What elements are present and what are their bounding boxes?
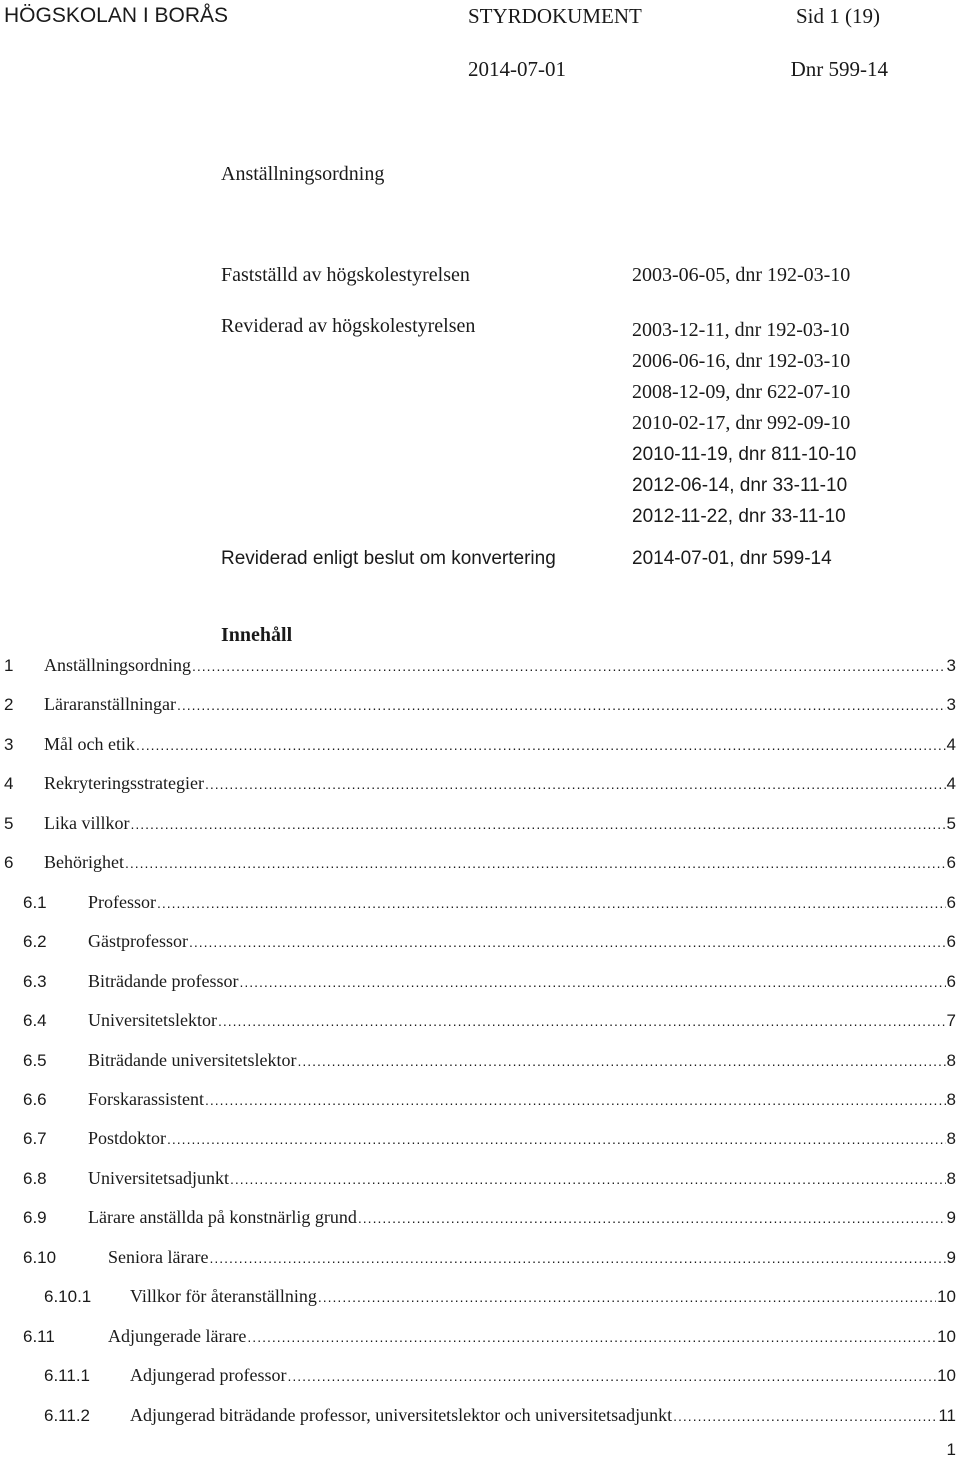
toc-entry-label: Biträdande universitetslektor: [88, 1050, 297, 1070]
toc-entry-number: 6.11: [23, 1327, 55, 1346]
revision-entry: 2012-11-22, dnr 33-11-10: [632, 506, 846, 527]
document-title: Anställningsordning: [221, 163, 385, 185]
toc-entry-label: Biträdande professor: [88, 971, 239, 991]
toc-entry-number: 6.3: [23, 972, 47, 991]
revision-entry: 2008-12-09, dnr 622-07-10: [632, 381, 851, 403]
toc-entry-number: 5: [4, 814, 14, 833]
page-indicator: Sid 1 (19): [796, 4, 880, 28]
revision-entry: 2010-11-19, dnr 811-10-10: [632, 444, 857, 465]
toc-entry-page: 6: [946, 932, 956, 951]
toc-entry[interactable]: [23, 969, 956, 993]
toc-entry-number: 6.11.1: [44, 1366, 91, 1385]
toc-entry[interactable]: [23, 1008, 956, 1032]
toc-entry[interactable]: [4, 732, 956, 756]
toc-entry-page: 8: [946, 1051, 956, 1070]
revision-entry: 2006-06-16, dnr 192-03-10: [632, 350, 851, 372]
toc-leader-dots: [218, 1009, 946, 1033]
toc-entry[interactable]: [23, 929, 956, 953]
toc-entry-label: Adjungerade lärare: [108, 1326, 247, 1346]
revision-entry: 2003-12-11, dnr 192-03-10: [632, 319, 850, 341]
toc-entry-page: 4: [946, 735, 956, 754]
toc-entry-label: Universitetsadjunkt: [88, 1168, 229, 1188]
toc-entry-number: 6.10: [23, 1248, 57, 1267]
toc-entry-label: Forskarassistent: [88, 1089, 204, 1109]
toc-entry-label: Rekryteringsstrategier: [44, 773, 204, 793]
revision-entry: 2012-06-14, dnr 33-11-10: [632, 475, 848, 496]
toc-entry-page: 6: [946, 893, 956, 912]
toc-entry-page: 9: [946, 1248, 956, 1267]
toc-entry-number: 2: [4, 695, 14, 714]
toc-entry-page: 7: [946, 1011, 956, 1030]
toc-entry-page: 5: [946, 814, 956, 833]
toc-entry-page: 6: [946, 853, 956, 872]
toc-entry-label: Lika villkor: [44, 813, 130, 833]
toc-entry[interactable]: [44, 1284, 956, 1308]
conversion-value: 2014-07-01, dnr 599-14: [632, 548, 832, 569]
toc-entry-label: Behörighet: [44, 852, 124, 872]
toc-entry-label: Läraranställningar: [44, 694, 176, 714]
toc-entry[interactable]: [23, 1166, 956, 1190]
toc-entry-label: Universitetslektor: [88, 1010, 217, 1030]
toc-entry-page: 10: [937, 1287, 956, 1306]
toc-entry[interactable]: [4, 771, 956, 795]
toc-entry[interactable]: [23, 1205, 956, 1229]
toc-entry[interactable]: [4, 811, 956, 835]
toc-entry-label: Seniora lärare: [108, 1247, 209, 1267]
toc-entry[interactable]: [23, 1126, 956, 1150]
toc-entry[interactable]: [44, 1363, 956, 1387]
toc-leader-dots: [205, 772, 946, 796]
toc-leader-dots: [130, 812, 945, 836]
toc-entry-label: Villkor för återanställning: [130, 1286, 317, 1306]
toc-entry-label: Anställningsordning: [44, 655, 191, 675]
toc-entry-number: 6.11.2: [44, 1406, 91, 1425]
toc-entry[interactable]: [4, 653, 956, 677]
toc-entry-number: 6.5: [23, 1051, 47, 1070]
toc-leader-dots: [192, 654, 946, 678]
toc-entry-page: 8: [946, 1169, 956, 1188]
toc-leader-dots: [209, 1246, 945, 1270]
toc-entry-number: 4: [4, 774, 14, 793]
toc-leader-dots: [125, 851, 946, 875]
toc-leader-dots: [167, 1127, 946, 1151]
toc-entry-number: 6.8: [23, 1169, 47, 1188]
toc-entry[interactable]: [23, 1048, 956, 1072]
conversion-label: Reviderad enligt beslut om konvertering: [221, 548, 556, 569]
toc-entry-number: 6.4: [23, 1011, 47, 1030]
toc-entry-number: 6.9: [23, 1208, 47, 1227]
toc-entry-page: 10: [937, 1327, 956, 1346]
toc-entry-number: 6.2: [23, 932, 47, 951]
toc-entry-number: 6.10.1: [44, 1287, 92, 1306]
toc-entry-label: Lärare anställda på konstnärlig grund: [88, 1207, 357, 1227]
toc-entry[interactable]: [4, 692, 956, 716]
institution-name: HÖGSKOLAN I BORÅS: [4, 4, 229, 27]
toc-entry-page: 3: [946, 695, 956, 714]
toc-entry-label: Professor: [88, 892, 156, 912]
toc-leader-dots: [189, 930, 946, 954]
toc-entry-page: 10: [937, 1366, 956, 1385]
toc-entry-page: 3: [946, 656, 956, 675]
toc-entry-number: 6.7: [23, 1129, 47, 1148]
toc-entry-label: Gästprofessor: [88, 931, 188, 951]
toc-entry[interactable]: [23, 1087, 956, 1111]
toc-entry-number: 1: [4, 656, 14, 675]
toc-heading: Innehåll: [221, 624, 293, 646]
established-value: 2003-06-05, dnr 192-03-10: [632, 264, 851, 286]
toc-entry-label: Adjungerad professor: [130, 1365, 287, 1385]
toc-entry-page: 8: [946, 1090, 956, 1109]
toc-entry-number: 6: [4, 853, 14, 872]
document-dnr: Dnr 599-14: [790, 57, 888, 81]
toc-leader-dots: [318, 1285, 936, 1309]
toc-entry-number: 6.1: [23, 893, 47, 912]
toc-leader-dots: [287, 1364, 936, 1388]
toc-entry-page: 8: [946, 1129, 956, 1148]
toc-leader-dots: [358, 1206, 946, 1230]
toc-entry-label: Adjungerad biträdande professor, universitetslektor och universitetsadjunkt: [130, 1405, 673, 1425]
toc-entry[interactable]: [23, 890, 956, 914]
toc-leader-dots: [297, 1049, 945, 1073]
toc-entry-page: 4: [946, 774, 956, 793]
toc-entry-number: 6.6: [23, 1090, 47, 1109]
toc-entry[interactable]: [23, 1245, 956, 1269]
toc-leader-dots: [673, 1404, 937, 1428]
toc-entry-number: 3: [4, 735, 14, 754]
toc-leader-dots: [177, 693, 946, 717]
revised-label: Reviderad av högskolestyrelsen: [221, 315, 476, 337]
toc-entry-page: 11: [938, 1406, 956, 1425]
toc-entry[interactable]: [23, 1324, 956, 1348]
revision-entry: 2010-02-17, dnr 992-09-10: [632, 412, 851, 434]
toc-leader-dots: [239, 970, 945, 994]
toc-entry-label: Postdoktor: [88, 1128, 167, 1148]
document-type: STYRDOKUMENT: [468, 4, 642, 28]
toc-entry-page: 6: [946, 972, 956, 991]
toc-leader-dots: [247, 1325, 936, 1349]
toc-leader-dots: [136, 733, 946, 757]
toc-entry[interactable]: [4, 850, 956, 874]
footer-page-number: 1: [946, 1440, 956, 1459]
document-date: 2014-07-01: [468, 57, 566, 81]
toc-leader-dots: [205, 1088, 946, 1112]
toc-leader-dots: [157, 891, 946, 915]
established-label: Fastställd av högskolestyrelsen: [221, 264, 470, 286]
toc-leader-dots: [230, 1167, 946, 1191]
toc-entry-label: Mål och etik: [44, 734, 135, 754]
revision-list: [632, 315, 856, 532]
toc-entry[interactable]: [44, 1403, 956, 1427]
toc-entry-page: 9: [946, 1208, 956, 1227]
